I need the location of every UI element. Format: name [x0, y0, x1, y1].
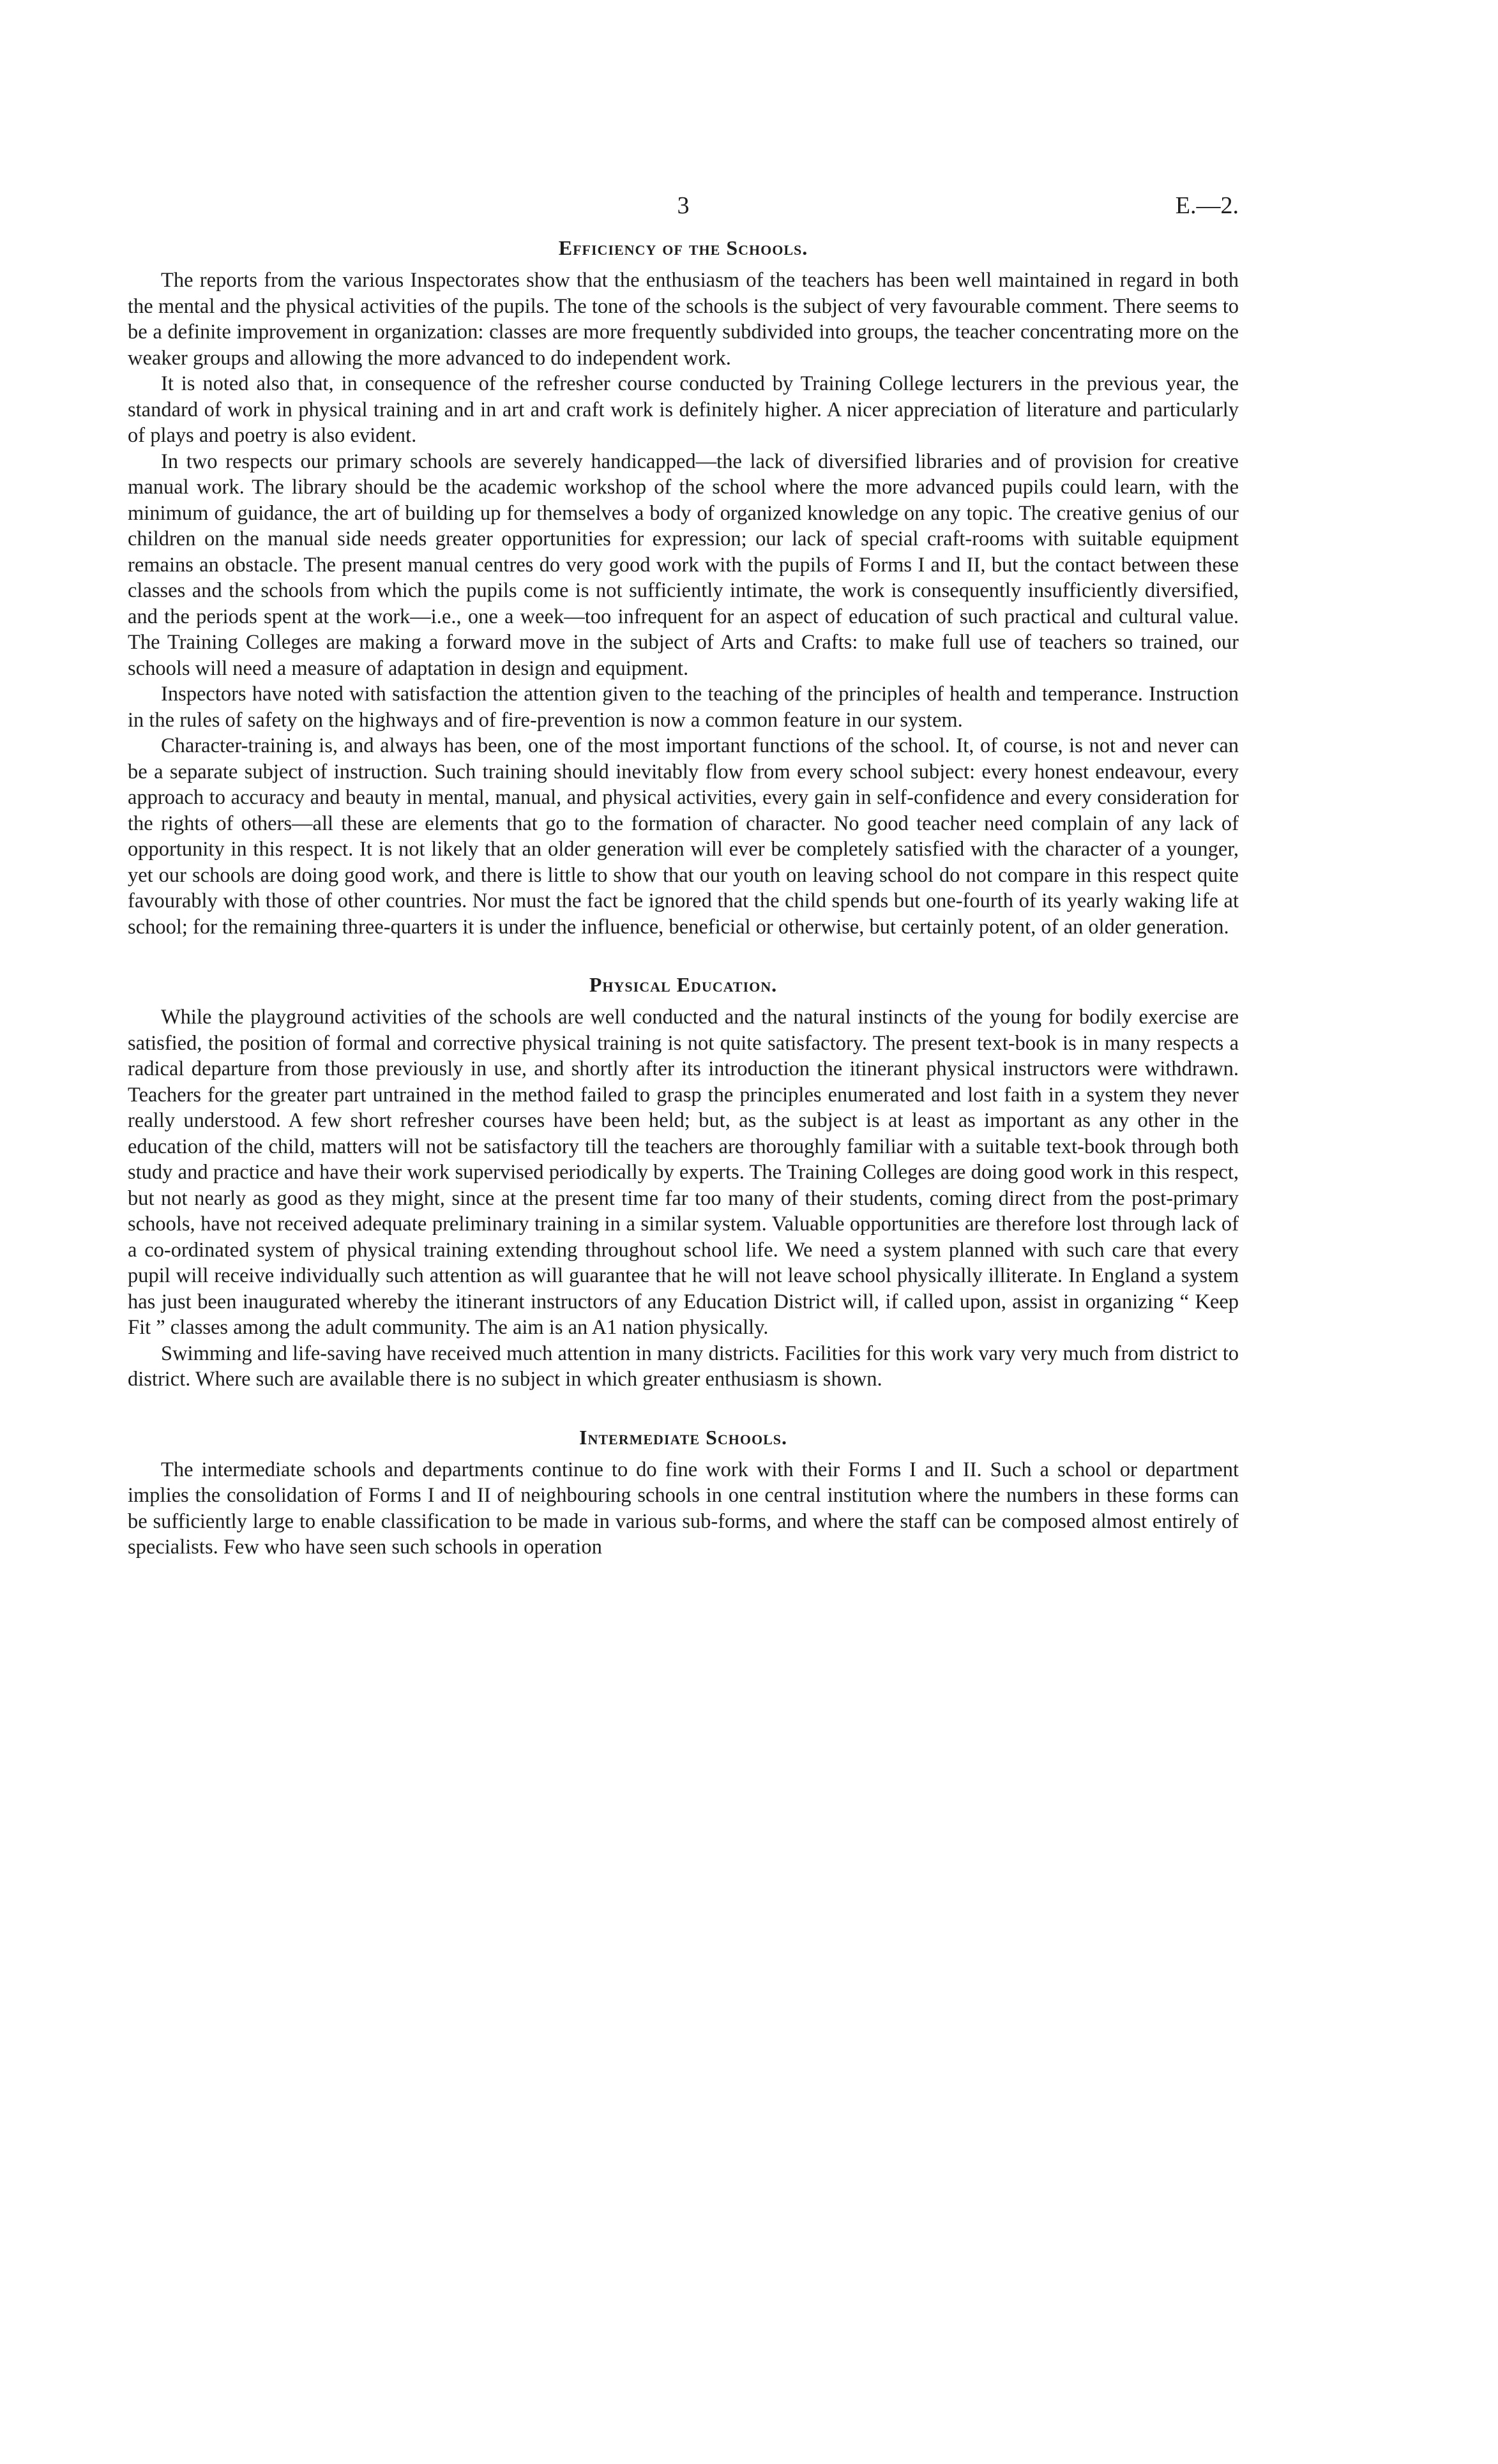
- section-heading-physical-education: Physical Education.: [589, 973, 778, 996]
- paragraph: Inspectors have noted with satisfaction the attention given to the teaching of the principles of health and temperance. Instruction in the rules of safety on the highways and of fire-prevention is now a common feature in our system.: [128, 683, 1239, 732]
- page-number: 3: [677, 192, 690, 219]
- document-code: E.—2.: [1175, 192, 1239, 219]
- paragraph: The intermediate schools and departments continue to do fine work with their Forms I and II. Such a school or department implies the consolidation of Forms I and II of neighbouring schools in one central institution where the numbers in these forms can be sufficiently large to enable classification to be made in various sub-forms, and where the staff can be composed almost entirely of specialists. Few who have seen such schools in operation: [128, 1458, 1239, 1559]
- paragraph: In two respects our primary schools are severely handicapped—the lack of diversified libraries and of provision for creative manual work. The library should be the academic workshop of the school where the more advanced pupils could learn, with the minimum of guidance, the art of building up for themselves a body of organized knowledge on any topic. The creative genius of our children on the manual side needs greater opportunities for expression; our lack of special craft-rooms with suitable equipment remains an obstacle. The present manual centres do very good work with the pupils of Forms I and II, but the contact between these classes and the schools from which the pupils come is not sufficiently intimate, the work is consequently insufficiently diversified, and the periods spent at the work—i.e., one a week—too infrequent for an aspect of education of such practical and cultural value. The Training Colleges are making a forward move in the subject of Arts and Crafts: to make full use of teachers so trained, our schools will need a measure of adaptation in design and equipment.: [128, 450, 1239, 680]
- section-heading-intermediate-schools: Intermediate Schools.: [579, 1425, 787, 1449]
- document-page: [128, 192, 1239, 1561]
- paragraph: It is noted also that, in consequence of the refresher course conducted by Training College lecturers in the previous year, the standard of work in physical training and in art and craft work is definitely higher. A nicer appreciation of literature and particularly of plays and poetry is also evident.: [128, 372, 1239, 447]
- paragraph: Swimming and life-saving have received much attention in many districts. Facilities for this work vary very much from district to district. Where such are available there is no subject in which greater enthusiasm is shown.: [128, 1342, 1239, 1391]
- section-heading-efficiency: Efficiency of the Schools.: [558, 236, 808, 259]
- paragraph: The reports from the various Inspectorates show that the enthusiasm of the teachers has been well maintained in regard in both the mental and the physical activities of the pupils. The tone of the schools is the subject of very favourable comment. There seems to be a definite improvement in organization: classes are more frequently subdivided into groups, the teacher concentrating more on the weaker groups and allowing the more advanced to do independent work.: [128, 269, 1239, 370]
- paragraph: While the playground activities of the schools are well conducted and the natural instincts of the young for bodily exercise are satisfied, the position of formal and corrective physical training is not quite satisfactory. The present text-book is in many respects a radical departure from those previously in use, and shortly after its introduction the itinerant physical instructors were withdrawn. Teachers for the greater part untrained in the method failed to grasp the principles enumerated and lost faith in a system they never really understood. A few short refresher courses have been held; but, as the subject is at least as important as any other in the education of the child, matters will not be satisfactory till the teachers are thoroughly familiar with a suitable text-book through both study and practice and have their work supervised periodically by experts. The Training Colleges are doing good work in this respect, but not nearly as good as they might, since at the present time far too many of their students, coming direct from the post-primary schools, have not received adequate preliminary training in a similar system. Valuable opportunities are therefore lost through lack of a co-ordinated system of physical training extending throughout school life. We need a system planned with such care that every pupil will receive individually such attention as will guarantee that he will not leave school physically illiterate. In England a system has just been inaugurated whereby the itinerant instructors of any Education District will, if called upon, assist in organizing “ Keep Fit ” classes among the adult community. The aim is an A1 nation physically.: [128, 1006, 1239, 1339]
- running-header: [128, 192, 1239, 236]
- paragraph: Character-training is, and always has been, one of the most important functions of the school. It, of course, is not and never can be a separate subject of instruction. Such training should inevitably flow from every school subject: every honest endeavour, every approach to accuracy and beauty in mental, manual, and physical activities, every gain in self-confidence and every consideration for the rights of others—all these are elements that go to the formation of character. No good teacher need complain of any lack of opportunity in this respect. It is not likely that an older generation will ever be completely satisfied with the character of a younger, yet our schools are doing good work, and there is little to show that our youth on leaving school do not compare in this respect quite favourably with those of other countries. Nor must the fact be ignored that the child spends but one-fourth of its yearly waking life at school; for the remaining three-quarters it is under the influence, beneficial or otherwise, but certainly potent, of an older generation.: [128, 734, 1239, 939]
